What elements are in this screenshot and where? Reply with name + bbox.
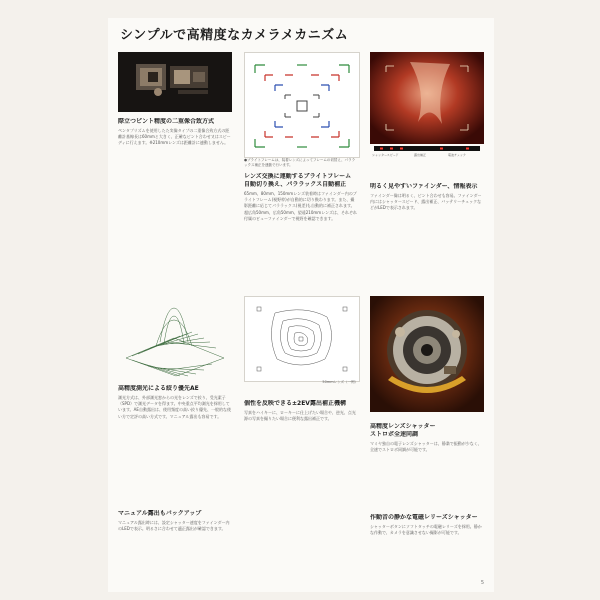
metering-heading: 高精度測光による絞り優先AE	[118, 385, 199, 392]
bright-frame-heading-1: レンズ交換に連動するブライトフレーム	[244, 173, 352, 180]
shutter-heading-2: ストロボ全速同調	[370, 431, 419, 438]
exposure-comp-heading: 個性を反映できる±2EV露出補正機構	[244, 400, 346, 407]
release-heading: 作動音の静かな電磁レリーズシャッター	[370, 514, 478, 521]
viewfinder-body: ファインダー像は明るく、ピント合わせも容易。ファインダー内にはシャッタースピード、露出補正、バッテリーチェックなどがLEDで表示されます。	[370, 193, 482, 211]
metering-body: 測光方式は、外部測光窓からの光をレンズで絞り、受光素子（SPD）で測光データを得ます。中央重点平均測光を採用しています。AE自動露出は、使用頻度の高い絞り優先、一般的な使い方で定評の高い方式です。マニュアル露出も容易です。	[118, 395, 231, 419]
page-number: 5	[480, 580, 484, 586]
vf-label-battery: 電池チェック	[448, 153, 466, 157]
manual-body: マニュアル露出時には、設定シャッター速度をファインダー内のLEDで表示。明るさに合わせて適正露出が確認できます。	[118, 520, 230, 532]
exposure-comp-body: 写真をハイキーに、ローキーに仕上げたい場合や、逆光、点光源の写真を撮りたい場合に便利な露出補正です。	[244, 410, 356, 422]
rangefinder-heading: 際立つピント精度の二重像合致方式	[118, 118, 215, 125]
viewfinder-heading: 明るく見やすいファインダー、情報表示	[370, 183, 478, 190]
metering-sensitivity-graph	[118, 298, 232, 378]
bright-frame-caption: ●ブライトフレームは、装着レンズによってフレームの切替え、パララックス補正を連動で行います。	[244, 158, 356, 167]
vf-label-shutter: シャッタースピード	[372, 153, 399, 157]
bright-frame-heading-2: 自動切り換え、パララックス自動補正	[244, 181, 347, 188]
shutter-heading-1: 高精度レンズシャッター	[370, 423, 436, 430]
camera-mechanism-photo	[118, 52, 232, 112]
shutter-body: マミヤ独自の電子レンズシャッターは、静粛で振動が少なく、全速でストロボ同調が可能です。	[370, 441, 482, 453]
release-body: シャッターボタンにソフトタッチの電磁レリーズを採用。静かな作動で、カメラを意識させない撮影が可能です。	[370, 524, 482, 536]
viewfinder-display-photo	[370, 52, 484, 162]
lens-shutter-photo	[370, 296, 484, 412]
rangefinder-body: ペンタプリズムを使用したた実像タイプの二重像合致方式の距離計基線長は60mmと大きく、正確なピント合わせ又はスピーディに行えます。※210mmレンズは距離計に連動しません。	[118, 128, 231, 146]
contour-caption: 50mmレンズ（一例）	[322, 380, 358, 384]
viewfinder-frame-diagram	[244, 52, 360, 158]
contour-metering-diagram	[244, 296, 360, 382]
vf-label-exposure: 露出補正	[414, 153, 427, 157]
page-title: シンプルで高精度なカメラメカニズム	[120, 28, 349, 43]
manual-heading: マニュアル露出もバックアップ	[118, 510, 202, 517]
bright-frame-body: 65mm、80mm、150mmレンズ装着時はファインダー内のブライトフレーム(視野枠)が自動的に切り換わります。また、撮影距離に応じてパララックス(視差)も自動的に補正されます。超広角50mm、広角50mm、望遠210mmレンズは、それぞれ付属のビューファインダーで視野を確認できます。	[244, 191, 357, 221]
brochure-page	[108, 18, 494, 592]
